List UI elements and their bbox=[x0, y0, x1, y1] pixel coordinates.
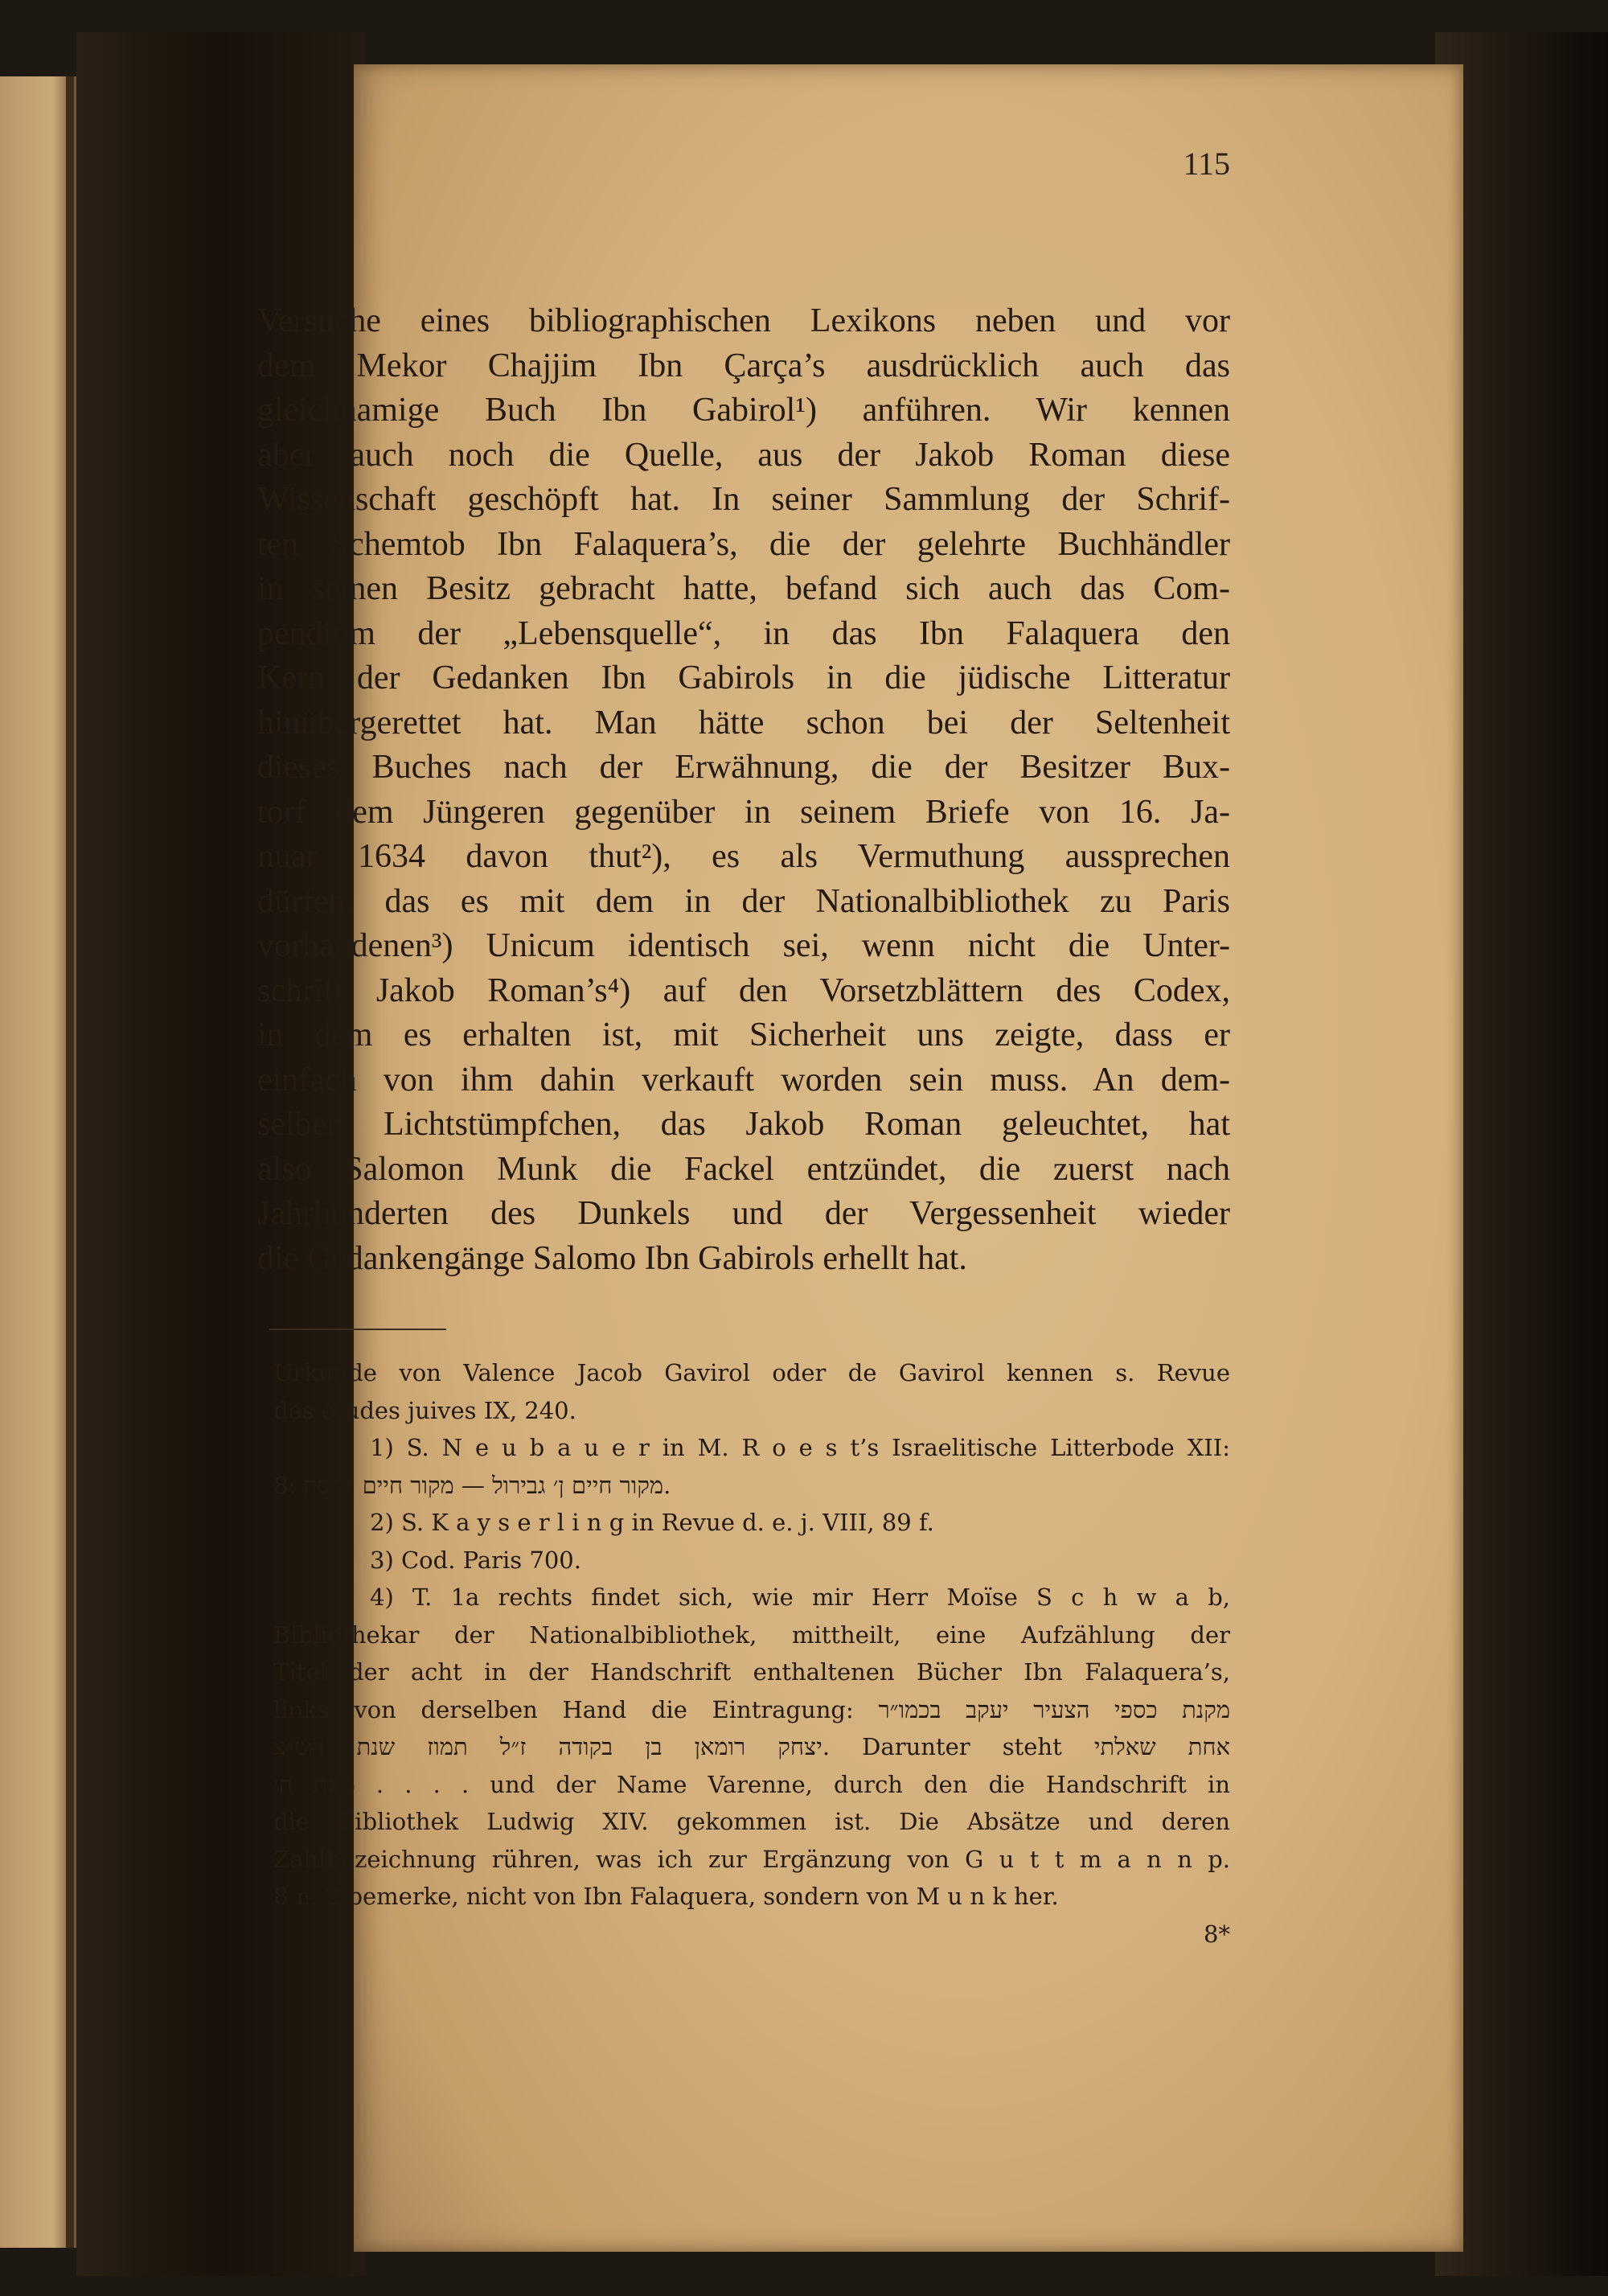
text-line: pendium der „Lebensquelle“, in das Ibn Falaquera den bbox=[257, 614, 1230, 652]
footnote-line: 2) S. K a y s e r l i n g in Revue d. e. j. VIII, 89 f. bbox=[370, 1509, 934, 1536]
text-line: torf dem Jüngeren gegenüber in seinem Briefe von 16. Ja- bbox=[257, 793, 1230, 831]
footnote-line: die Bibliothek Ludwig XIV. gekommen ist. Die Absätze und deren bbox=[273, 1808, 1230, 1835]
text-line: in dem es erhalten ist, mit Sicherheit uns zeigte, dass er bbox=[257, 1017, 1230, 1054]
text-line: schrift Jakob Roman’s⁴) auf den Vorsetzblättern des Codex, bbox=[257, 971, 1230, 1009]
text-line: dieses Buches nach der Erwähnung, die der Besitzer Bux- bbox=[257, 749, 1230, 786]
footnotes bbox=[273, 1354, 1230, 1953]
footnote-line: מאת ה׳ . . . . und der Name Varenne, durch den die Handschrift in bbox=[273, 1770, 1230, 1798]
footnote-line: 1) S. N e u b a u e r in M. R o e s t’s Israelitische Litterbode XII: bbox=[370, 1434, 1230, 1461]
text-line: Jahrhunderten des Dunkels und der Vergessenheit wieder bbox=[257, 1195, 1230, 1232]
text-line: die Gedankengänge Salomo Ibn Gabirols erhellt hat. bbox=[257, 1239, 967, 1277]
text-line: dem Mekor Chajjim Ibn Çarça’s ausdrücklich auch das bbox=[257, 347, 1230, 384]
text-line: Versuche eines bibliographischen Lexikons neben und vor bbox=[257, 302, 1230, 339]
previous-page-shadow bbox=[66, 76, 74, 2248]
text-line: Wissenschaft geschöpft hat. In seiner Sammlung der Schrif- bbox=[257, 481, 1230, 518]
text-line: nuar 1634 davon thut²), es als Vermuthung aussprechen bbox=[257, 838, 1230, 875]
footnote-line: links von derselben Hand die Eintragung: מקנת כספי הצעיר יעקב בכמו״ר bbox=[273, 1695, 1231, 1723]
signature-mark: 8* bbox=[1204, 1920, 1230, 1948]
text-line: selben Lichtstümpfchen, das Jakob Roman geleuchtet, hat bbox=[257, 1106, 1230, 1143]
text-line: dürfen, das es mit dem in der Nationalbibliothek zu Paris bbox=[257, 882, 1230, 920]
text-line: hinübergerettet hat. Man hätte schon bei der Seltenheit bbox=[257, 704, 1230, 741]
footnote-line: יצחק רומאן בן בקודה ז״ל תמוז שנת הש״צ. Darunter steht אחת שאלתי bbox=[273, 1733, 1230, 1760]
page-number: 115 bbox=[1183, 146, 1230, 182]
text-line: Kern der Gedanken Ibn Gabirols in die jüdische Litteratur bbox=[257, 659, 1230, 696]
text-line: aber auch noch die Quelle, aus der Jakob Roman diese bbox=[257, 436, 1230, 474]
footnote-line: 3) Cod. Paris 700. bbox=[370, 1546, 581, 1574]
text-line: gleichnamige Buch Ibn Gabirol¹) anführen. Wir kennen bbox=[257, 392, 1230, 429]
footnote-line: des études juives IX, 240. bbox=[273, 1396, 576, 1424]
footnote-line: Urkunde von Valence Jacob Gavirol oder de Gavirol kennen s. Revue bbox=[273, 1359, 1230, 1386]
footnote-line-hebrew: 8: מקור חיים ן׳ גבירול — מקור חיים סרסה. bbox=[273, 1471, 671, 1499]
footnote-line: Titel der acht in der Handschrift enthaltenen Bücher Ibn Falaquera’s, bbox=[273, 1658, 1230, 1686]
footnote-line: 4) T. 1a rechts findet sich, wie mir Herr Moïse S c h w a b, bbox=[370, 1583, 1230, 1611]
footnote-line: Zahlbezeichnung rühren, was ich zur Ergänzung von G u t t m a n n p. bbox=[273, 1845, 1230, 1873]
text-line: in seinen Besitz gebracht hatte, befand sich auch das Com- bbox=[257, 570, 1230, 607]
footnote-line: 8 n. 2 bemerke, nicht von Ibn Falaquera, sondern von M u n k her. bbox=[273, 1883, 1059, 1910]
main-text bbox=[257, 299, 1230, 1281]
text-line: einfach von ihm dahin verkauft worden sein muss. An dem- bbox=[257, 1061, 1230, 1099]
text-line: also Salomon Munk die Fackel entzündet, die zuerst nach bbox=[257, 1150, 1230, 1188]
previous-page-edge bbox=[0, 76, 76, 2248]
footnote-line: Bibliothekar der Nationalbibliothek, mittheilt, eine Aufzählung der bbox=[273, 1620, 1230, 1649]
text-line: ten Schemtob Ibn Falaquera’s, die der gelehrte Buchhändler bbox=[257, 525, 1230, 563]
footnote-separator bbox=[269, 1329, 446, 1330]
text-line: vorhandenen³) Unicum identisch sei, wenn nicht die Unter- bbox=[257, 927, 1230, 964]
